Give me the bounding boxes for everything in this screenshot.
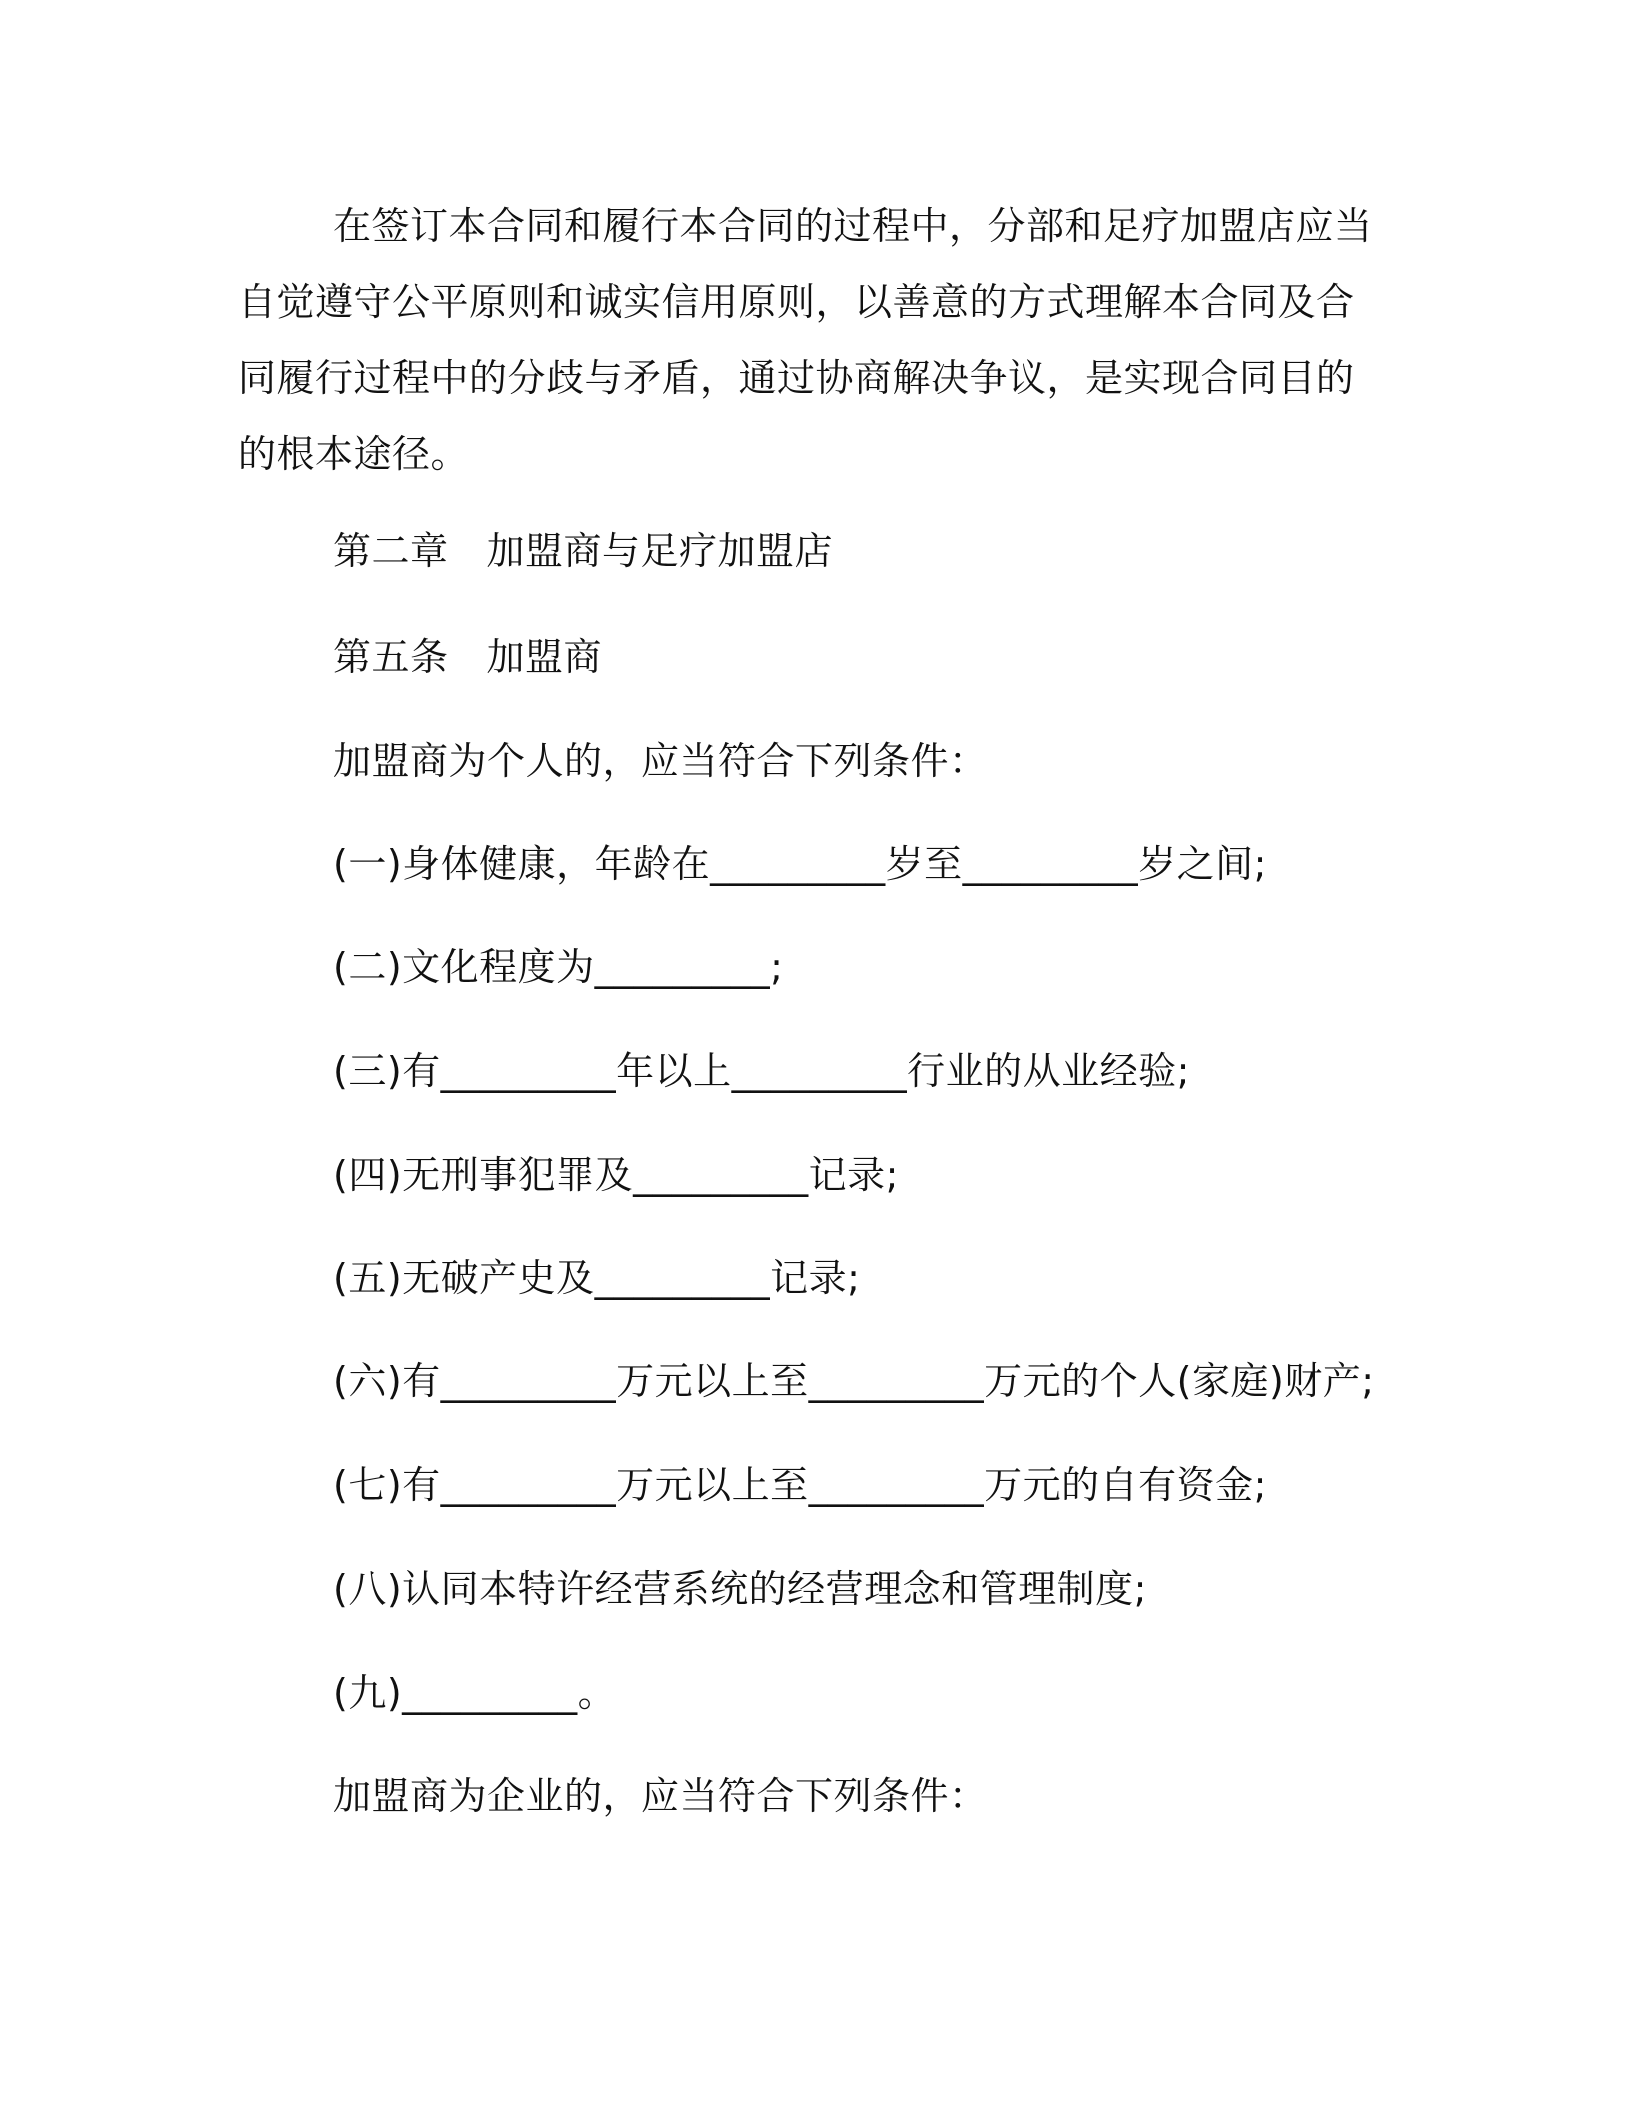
condition-item-6: (六)有_________万元以上至_________万元的个人(家庭)财产; — [333, 1359, 1375, 1403]
personal-conditions-heading: 加盟商为个人的，应当符合下列条件： — [333, 739, 988, 783]
condition-item-7: (七)有_________万元以上至_________万元的自有资金; — [333, 1463, 1267, 1507]
condition-item-8: (八)认同本特许经营系统的经营理念和管理制度; — [333, 1567, 1147, 1611]
condition-item-5: (五)无破产史及_________记录; — [333, 1256, 861, 1300]
condition-item-2: (二)文化程度为_________; — [333, 945, 784, 989]
corporate-conditions-heading: 加盟商为企业的，应当符合下列条件： — [333, 1774, 988, 1818]
intro-paragraph: 在签订本合同和履行本合同的过程中，分部和足疗加盟店应当自觉遵守公平原则和诚实信用原则，以善意的方式理解本合同及合同履行过程中的分歧与矛盾，通过协商解决争议，是实现合同目的的根本途径。 — [238, 204, 1373, 476]
article-title: 加盟商 — [486, 635, 603, 679]
chapter-heading — [333, 527, 833, 575]
condition-item-1: (一)身体健康，年龄在_________岁至_________岁之间; — [333, 842, 1267, 886]
condition-item-9: (九)_________。 — [333, 1671, 617, 1715]
article-number: 第五条 — [333, 635, 449, 679]
article-heading — [333, 633, 602, 681]
chapter-number: 第二章 — [333, 529, 449, 573]
condition-item-4: (四)无刑事犯罪及_________记录; — [333, 1153, 899, 1197]
condition-item-3: (三)有_________年以上_________行业的从业经验; — [333, 1049, 1190, 1093]
chapter-title: 加盟商与足疗加盟店 — [486, 529, 834, 573]
